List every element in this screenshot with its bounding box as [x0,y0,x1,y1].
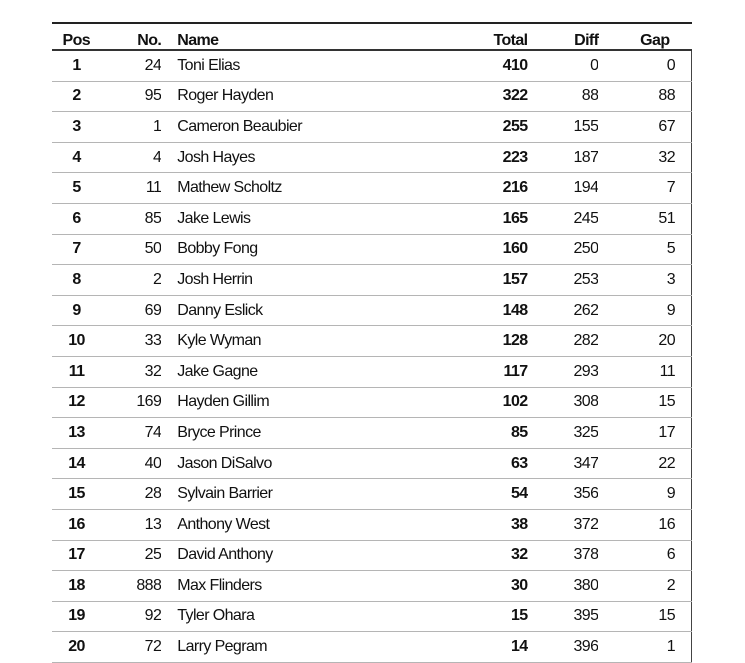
cell-gap: 17 [598,418,691,449]
cell-diff: 395 [528,601,599,632]
cell-diff: 293 [528,356,599,387]
cell-gap: 5 [598,234,691,265]
cell-gap: 1 [598,632,691,663]
cell-name: Josh Herrin [161,265,471,296]
cell-name: Roger Hayden [161,81,471,112]
cell-gap: 51 [598,203,691,234]
cell-no: 2 [101,265,162,296]
cell-diff: 347 [528,448,599,479]
cell-diff: 372 [528,509,599,540]
cell-gap: 22 [598,448,691,479]
cell-pos: 13 [52,418,101,449]
cell-name: Danny Eslick [161,295,471,326]
cell-total: 157 [471,265,528,296]
cell-pos: 8 [52,265,101,296]
cell-diff: 308 [528,387,599,418]
cell-gap: 6 [598,540,691,571]
cell-gap: 67 [598,112,691,143]
cell-name: Anthony West [161,509,471,540]
cell-name: Cameron Beaubier [161,112,471,143]
cell-name: Jake Gagne [161,356,471,387]
cell-pos: 12 [52,387,101,418]
cell-no: 74 [101,418,162,449]
cell-pos: 6 [52,203,101,234]
cell-total: 160 [471,234,528,265]
cell-name: Max Flinders [161,571,471,602]
cell-diff: 155 [528,112,599,143]
table-body [52,50,692,662]
cell-name: Mathew Scholtz [161,173,471,204]
cell-no: 85 [101,203,162,234]
cell-pos: 14 [52,448,101,479]
cell-pos: 2 [52,81,101,112]
table-row [52,326,692,357]
table-row [52,81,692,112]
cell-total: 165 [471,203,528,234]
cell-diff: 325 [528,418,599,449]
cell-no: 24 [101,50,162,81]
cell-total: 148 [471,295,528,326]
cell-no: 33 [101,326,162,357]
header-row [52,23,692,50]
table-row [52,632,692,663]
cell-total: 255 [471,112,528,143]
cell-pos: 10 [52,326,101,357]
cell-no: 32 [101,356,162,387]
cell-no: 95 [101,81,162,112]
cell-diff: 250 [528,234,599,265]
cell-name: Bobby Fong [161,234,471,265]
table-row [52,112,692,143]
table-row [52,234,692,265]
cell-total: 38 [471,509,528,540]
table-row [52,509,692,540]
table-row [52,418,692,449]
cell-name: Josh Hayes [161,142,471,173]
table-row [52,540,692,571]
header-name: Name [161,23,471,50]
cell-no: 11 [101,173,162,204]
cell-total: 54 [471,479,528,510]
cell-no: 40 [101,448,162,479]
table-row [52,203,692,234]
header-no: No. [101,23,162,50]
cell-no: 25 [101,540,162,571]
cell-no: 50 [101,234,162,265]
cell-pos: 20 [52,632,101,663]
table-row [52,571,692,602]
cell-total: 410 [471,50,528,81]
cell-gap: 20 [598,326,691,357]
cell-diff: 0 [528,50,599,81]
cell-no: 169 [101,387,162,418]
cell-name: Larry Pegram [161,632,471,663]
cell-pos: 4 [52,142,101,173]
table-row [52,265,692,296]
cell-gap: 16 [598,509,691,540]
cell-no: 69 [101,295,162,326]
cell-pos: 3 [52,112,101,143]
cell-gap: 2 [598,571,691,602]
cell-pos: 7 [52,234,101,265]
cell-gap: 11 [598,356,691,387]
table-row [52,479,692,510]
table-row [52,601,692,632]
table-header [52,23,692,50]
cell-no: 1 [101,112,162,143]
header-diff: Diff [528,23,599,50]
cell-gap: 9 [598,479,691,510]
cell-total: 322 [471,81,528,112]
table-row [52,173,692,204]
cell-diff: 194 [528,173,599,204]
cell-gap: 32 [598,142,691,173]
cell-pos: 9 [52,295,101,326]
cell-name: Toni Elias [161,50,471,81]
cell-no: 28 [101,479,162,510]
cell-gap: 15 [598,387,691,418]
standings-table [52,22,692,663]
cell-name: Bryce Prince [161,418,471,449]
cell-total: 32 [471,540,528,571]
cell-diff: 88 [528,81,599,112]
cell-pos: 17 [52,540,101,571]
cell-diff: 396 [528,632,599,663]
cell-pos: 16 [52,509,101,540]
cell-name: Hayden Gillim [161,387,471,418]
cell-name: Kyle Wyman [161,326,471,357]
cell-name: Jason DiSalvo [161,448,471,479]
cell-total: 223 [471,142,528,173]
cell-pos: 1 [52,50,101,81]
cell-diff: 378 [528,540,599,571]
cell-diff: 356 [528,479,599,510]
cell-pos: 18 [52,571,101,602]
cell-pos: 11 [52,356,101,387]
cell-total: 15 [471,601,528,632]
table-row [52,448,692,479]
cell-diff: 253 [528,265,599,296]
cell-pos: 15 [52,479,101,510]
cell-diff: 262 [528,295,599,326]
cell-diff: 282 [528,326,599,357]
cell-diff: 245 [528,203,599,234]
cell-no: 4 [101,142,162,173]
cell-gap: 15 [598,601,691,632]
cell-diff: 187 [528,142,599,173]
table-row [52,50,692,81]
cell-gap: 7 [598,173,691,204]
cell-name: Sylvain Barrier [161,479,471,510]
cell-total: 216 [471,173,528,204]
cell-name: David Anthony [161,540,471,571]
cell-name: Tyler Ohara [161,601,471,632]
cell-pos: 19 [52,601,101,632]
cell-gap: 0 [598,50,691,81]
header-gap: Gap [598,23,691,50]
header-total: Total [471,23,528,50]
header-pos: Pos [52,23,101,50]
table-row [52,356,692,387]
cell-gap: 9 [598,295,691,326]
cell-pos: 5 [52,173,101,204]
cell-total: 14 [471,632,528,663]
cell-no: 92 [101,601,162,632]
cell-total: 63 [471,448,528,479]
table-row [52,295,692,326]
cell-total: 85 [471,418,528,449]
cell-total: 117 [471,356,528,387]
cell-diff: 380 [528,571,599,602]
cell-gap: 3 [598,265,691,296]
table-row [52,387,692,418]
cell-no: 13 [101,509,162,540]
cell-name: Jake Lewis [161,203,471,234]
table-row [52,142,692,173]
cell-total: 30 [471,571,528,602]
cell-total: 102 [471,387,528,418]
cell-gap: 88 [598,81,691,112]
cell-total: 128 [471,326,528,357]
cell-no: 888 [101,571,162,602]
cell-no: 72 [101,632,162,663]
